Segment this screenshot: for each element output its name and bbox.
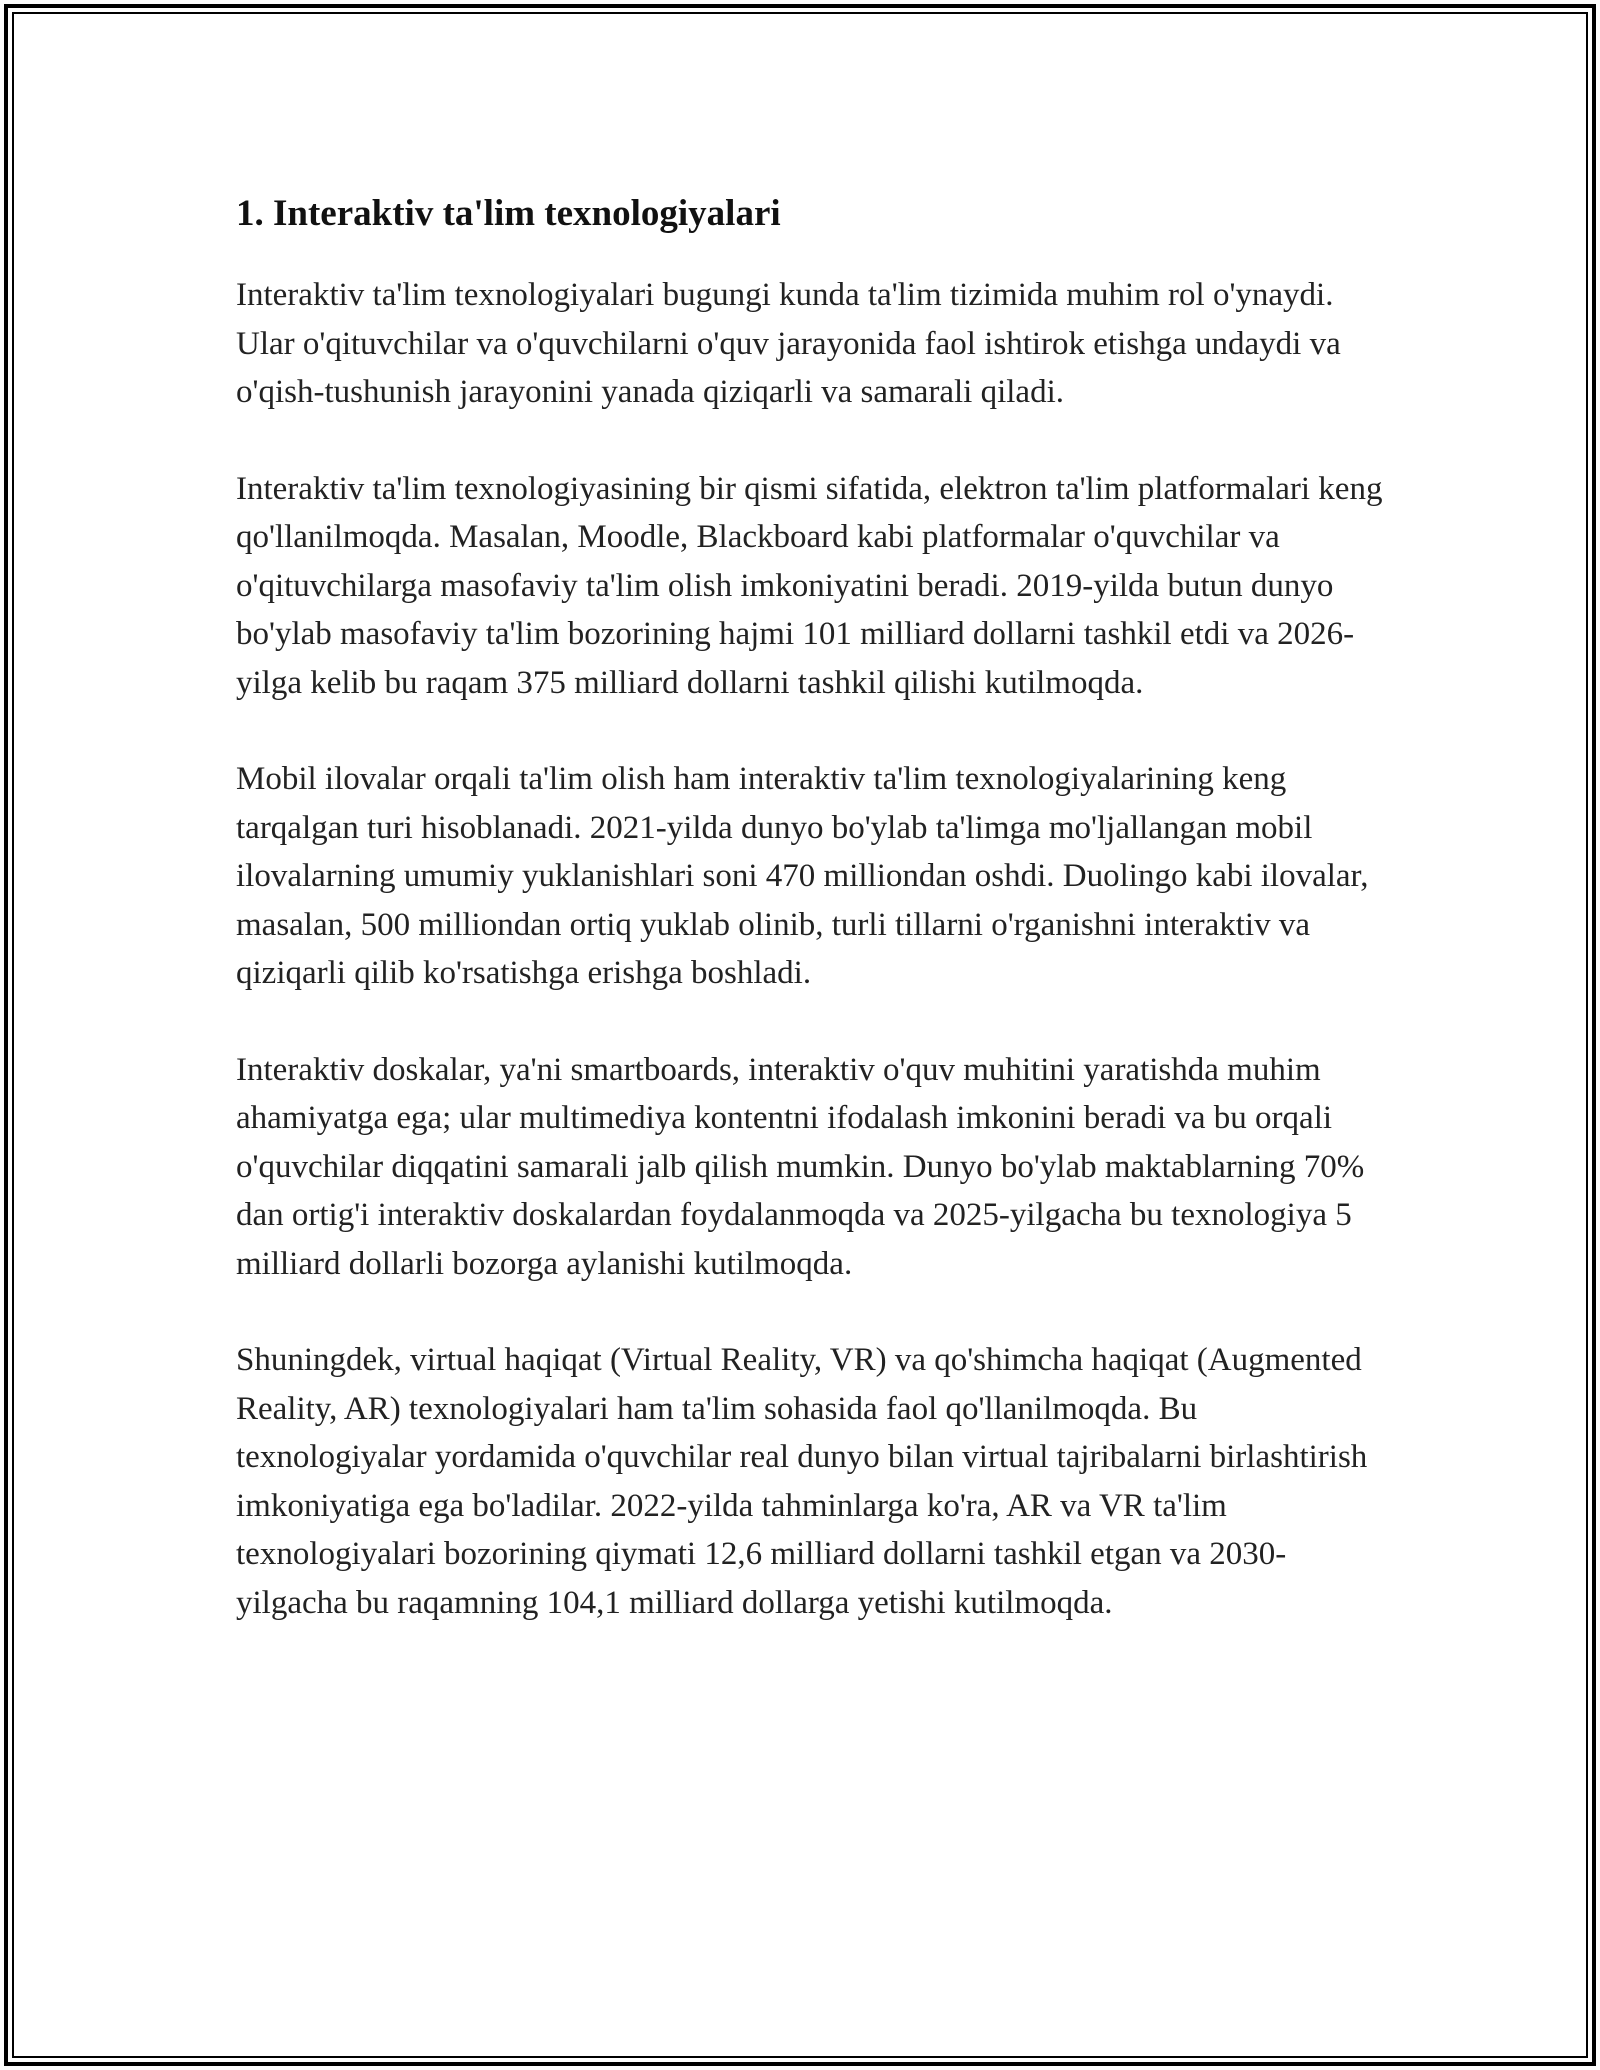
paragraph-intro: Interaktiv ta'lim texnologiyalari bugungi kunda ta'lim tizimida muhim rol o'ynaydi. Ular o'qituvchilar va o'quvchilarni o'quv jarayonida faol ishtirok etishga undaydi va o'qish-tushunish jarayonini yanada qiziqarli va samarali qiladi.	[236, 277, 1341, 410]
section-heading: 1. Interaktiv ta'lim texnologiyalari	[236, 193, 781, 234]
paragraph-smartboards: Interaktiv doskalar, ya'ni smartboards, interaktiv o'quv muhitini yaratishda muhim ahamiyatga ega; ular multimediya kontentni ifodalash imkonini beradi va bu orqali o'quvchilar diqqatini samarali jalb qilish mumkin. Dunyo bo'ylab maktablarning 70% dan ortig'i interaktiv doskalardan foydalanmoqda va 2025-yilgacha bu texnologiya 5 milliard dollarli bozorga aylanishi kutilmoqda.	[236, 1051, 1365, 1282]
paragraph-e-learning: Interaktiv ta'lim texnologiyasining bir qismi sifatida, elektron ta'lim platformalari keng qo'llanilmoqda. Masalan, Moodle, Blackboard kabi platformalar o'quvchilar va o'qituvchilarga masofaviy ta'lim olish imkoniyatini beradi. 2019-yilda butun dunyo bo'ylab masofaviy ta'lim bozorining hajmi 101 milliard dollarni tashkil etdi va 2026-yilga kelib bu raqam 375 milliard dollarni tashkil qilishi kutilmoqda.	[236, 470, 1383, 701]
paragraph-mobile-apps: Mobil ilovalar orqali ta'lim olish ham interaktiv ta'lim texnologiyalarining keng tarqalgan turi hisoblanadi. 2021-yilda dunyo bo'ylab ta'limga mo'ljallangan mobil ilovalarning umumiy yuklanishlari soni 470 milliondan oshdi. Duolingo kabi ilovalar, masalan, 500 milliondan ortiq yuklab olinib, turli tillarni o'rganishni interaktiv va qiziqarli qilib ko'rsatishga erishga boshladi.	[236, 761, 1369, 991]
document-body	[236, 188, 1386, 1675]
paragraph-vr-ar: Shuningdek, virtual haqiqat (Virtual Reality, VR) va qo'shimcha haqiqat (Augmented Reality, AR) texnologiyalari ham ta'lim sohasida faol qo'llanilmoqda. Bu texnologiyalar yordamida o'quvchilar real dunyo bilan virtual tajribalarni birlashtirish imkoniyatiga ega bo'ladilar. 2022-yilda tahminlarga ko'ra, AR va VR ta'lim texnologiyalari bozorining qiymati 12,6 milliard dollarni tashkil etgan va 2030-yilgacha bu raqamning 104,1 milliard dollarga yetishi kutilmoqda.	[236, 1342, 1368, 1621]
